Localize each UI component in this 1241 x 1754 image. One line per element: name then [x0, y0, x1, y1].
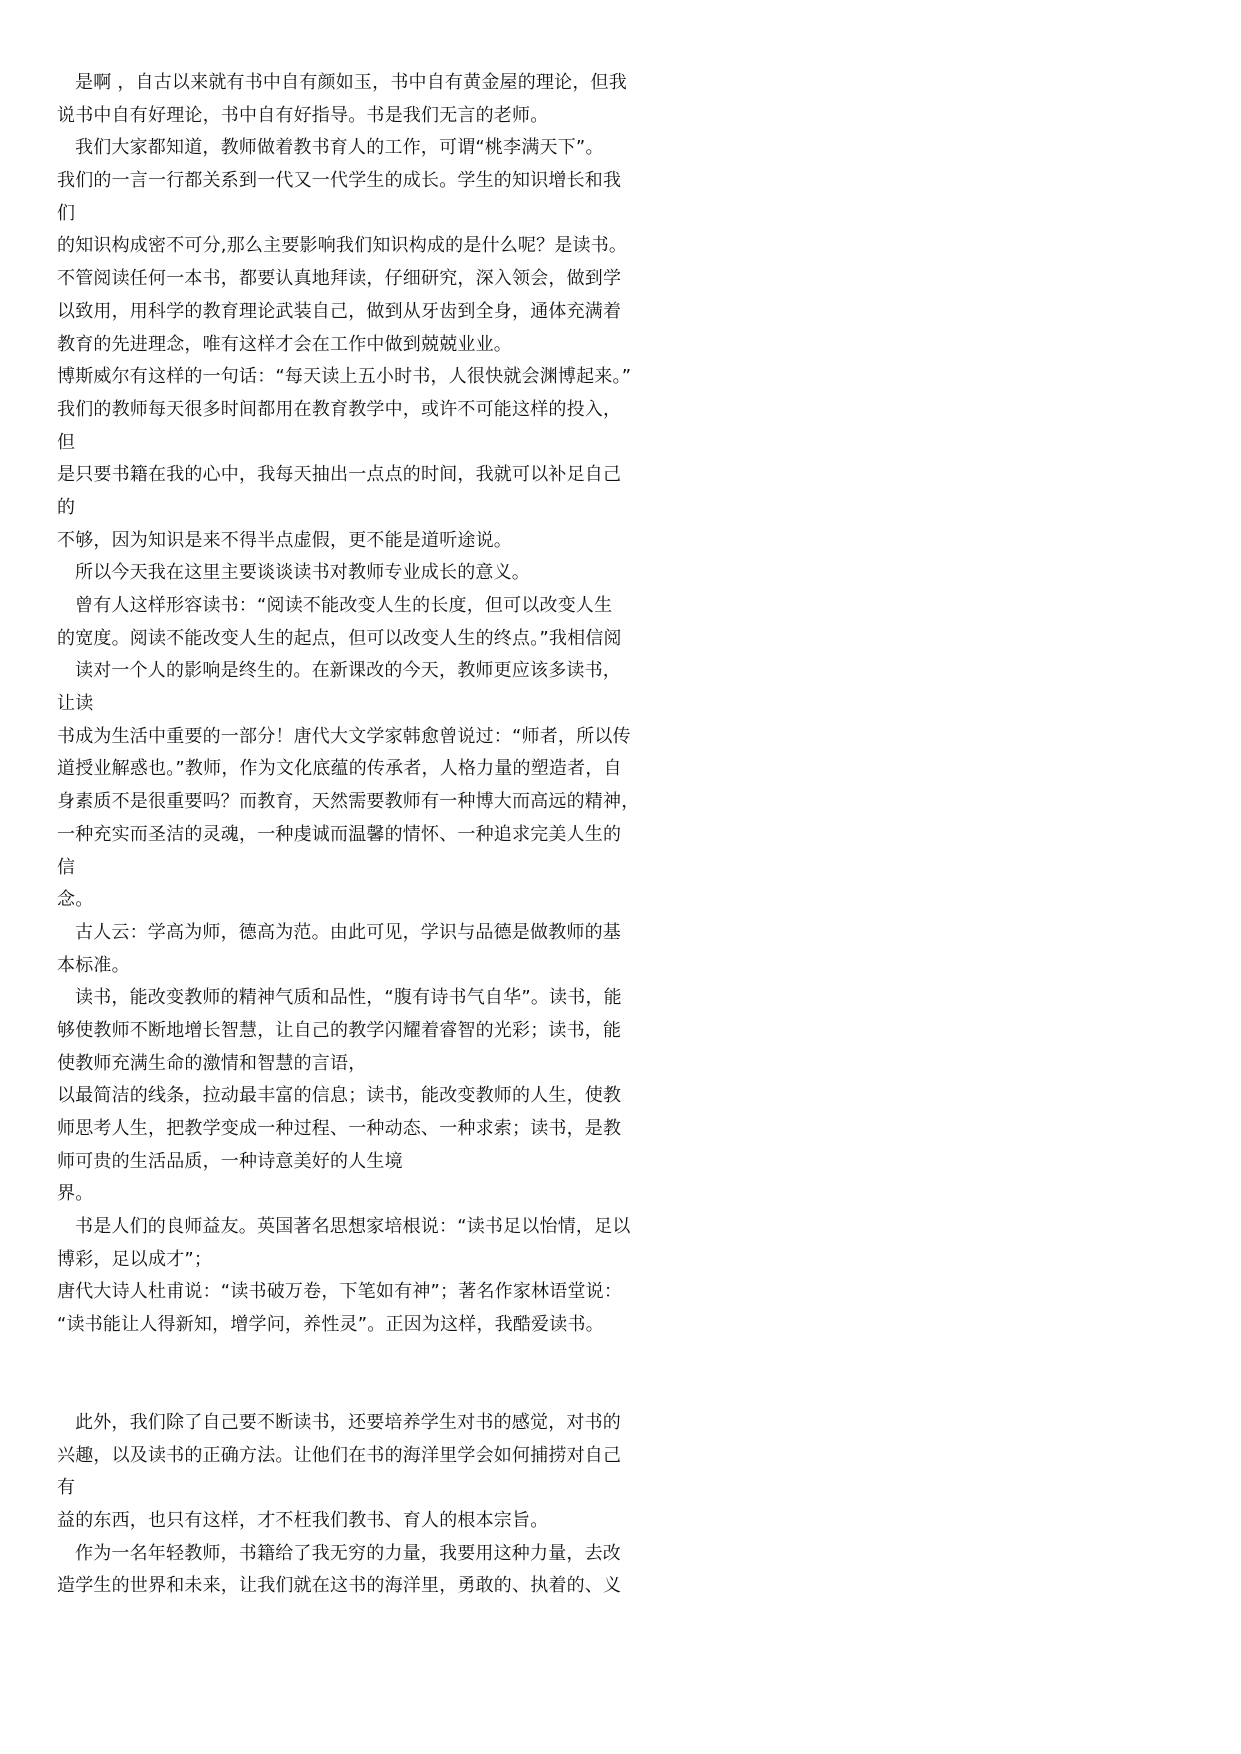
- text-line: 信: [57, 856, 76, 878]
- text-line: “读书能让人得新知，增学问，养性灵”。正因为这样，我酷爱读书。: [57, 1314, 604, 1336]
- text-line: 以致用，用科学的教育理论武装自己，做到从牙齿到全身，通体充满着: [57, 300, 622, 322]
- text-line: 古人云：学高为师，德高为范。由此可见，学识与品德是做教师的基: [75, 921, 621, 943]
- text-line: 益的东西，也只有这样，才不枉我们教书、育人的根本宗旨。: [57, 1509, 549, 1531]
- text-line: 是啊 ，自古以来就有书中自有颜如玉，书中自有黄金屋的理论，但我: [75, 72, 627, 93]
- text-line: 书成为生活中重要的一部分！唐代大文学家韩愈曾说过：“师者，所以传: [57, 725, 631, 747]
- text-line: 博斯威尔有这样的一句话：“每天读上五小时书，人很快就会渊博起来。”: [57, 366, 632, 388]
- text-line: 作为一名年轻教师，书籍给了我无穷的力量，我要用这种力量，去改: [75, 1542, 621, 1564]
- body-text: [57, 67, 657, 1603]
- text-line: 曾有人这样形容读书：“阅读不能改变人生的长度，但可以改变人生: [75, 595, 613, 616]
- text-line: 我们大家都知道，教师做着教书育人的工作，可谓“桃李满天下”。: [75, 137, 604, 159]
- text-line: 说书中自有好理论，书中自有好指导。书是我们无言的老师。: [57, 104, 549, 126]
- text-line: 师可贵的生活品质，一种诗意美好的人生境: [57, 1150, 403, 1172]
- text-line: 让读: [57, 693, 94, 715]
- text-line: 的宽度。阅读不能改变人生的起点，但可以改变人生的终点。”我相信阅: [57, 627, 622, 649]
- text-line: 是只要书籍在我的心中，我每天抽出一点点的时间，我就可以补足自己: [57, 464, 622, 486]
- text-line: 读书，能改变教师的精神气质和品性，“腹有诗书气自华”。读书，能: [75, 987, 622, 1009]
- text-line: 博彩，足以成才”；: [57, 1248, 213, 1270]
- text-line: 师思考人生，把教学变成一种过程、一种动态、一种求索；读书，是教: [57, 1118, 622, 1139]
- text-line: 兴趣，以及读书的正确方法。让他们在书的海洋里学会如何捕捞对自己: [57, 1444, 622, 1466]
- text-line: 造学生的世界和未来，让我们就在这书的海洋里，勇敢的、执着的、义: [57, 1575, 622, 1597]
- text-line: 但: [57, 431, 76, 453]
- text-line: 我们的教师每天很多时间都用在教育教学中，或许不可能这样的投入，: [57, 398, 622, 420]
- text-line: 们: [57, 202, 76, 224]
- text-line: 书是人们的良师益友。英国著名思想家培根说：“读书足以怡情，足以: [75, 1216, 631, 1238]
- text-line: 所以今天我在这里主要谈谈读书对教师专业成长的意义。: [75, 562, 530, 584]
- paragraph-gap: [57, 1342, 657, 1407]
- text-line: 界。: [57, 1183, 94, 1205]
- text-line: 我们的一言一行都关系到一代又一代学生的成长。学生的知识增长和我: [57, 170, 622, 192]
- text-line: 教育的先进理念，唯有这样才会在工作中做到兢兢业业。: [57, 333, 512, 355]
- text-line: 有: [57, 1477, 76, 1499]
- text-line: 读对一个人的影响是终生的。在新课改的今天，教师更应该多读书，: [75, 660, 621, 682]
- text-line: 一种充实而圣洁的灵魂，一种虔诚而温馨的情怀、一种追求完美人生的: [57, 823, 622, 845]
- text-line: 道授业解惑也。”教师，作为文化底蕴的传承者，人格力量的塑造者，自: [57, 758, 622, 780]
- text-line: 的: [57, 496, 76, 518]
- text-line: 此外，我们除了自己要不断读书，还要培养学生对书的感觉，对书的: [75, 1411, 621, 1433]
- text-line: 念。: [57, 889, 94, 911]
- text-line: 身素质不是很重要吗？而教育，天然需要教师有一种博大而高远的精神，: [57, 791, 640, 813]
- text-line: 本标准。: [57, 954, 130, 976]
- text-line: 够使教师不断地增长智慧，让自己的教学闪耀着睿智的光彩；读书，能: [57, 1019, 622, 1041]
- text-line: 的知识构成密不可分,那么主要影响我们知识构成的是什么呢？是读书。: [57, 235, 628, 257]
- text-line: 唐代大诗人杜甫说：“读书破万卷，下笔如有神”；著名作家林语堂说：: [57, 1281, 623, 1303]
- text-line: 以最简洁的线条，拉动最丰富的信息；读书，能改变教师的人生，使教: [57, 1085, 622, 1107]
- text-line: 不够，因为知识是来不得半点虚假，更不能是道听途说。: [57, 529, 512, 551]
- text-line: 不管阅读任何一本书，都要认真地拜读，仔细研究，深入领会，做到学: [57, 268, 622, 290]
- text-line: 使教师充满生命的激情和智慧的言语，: [57, 1052, 367, 1074]
